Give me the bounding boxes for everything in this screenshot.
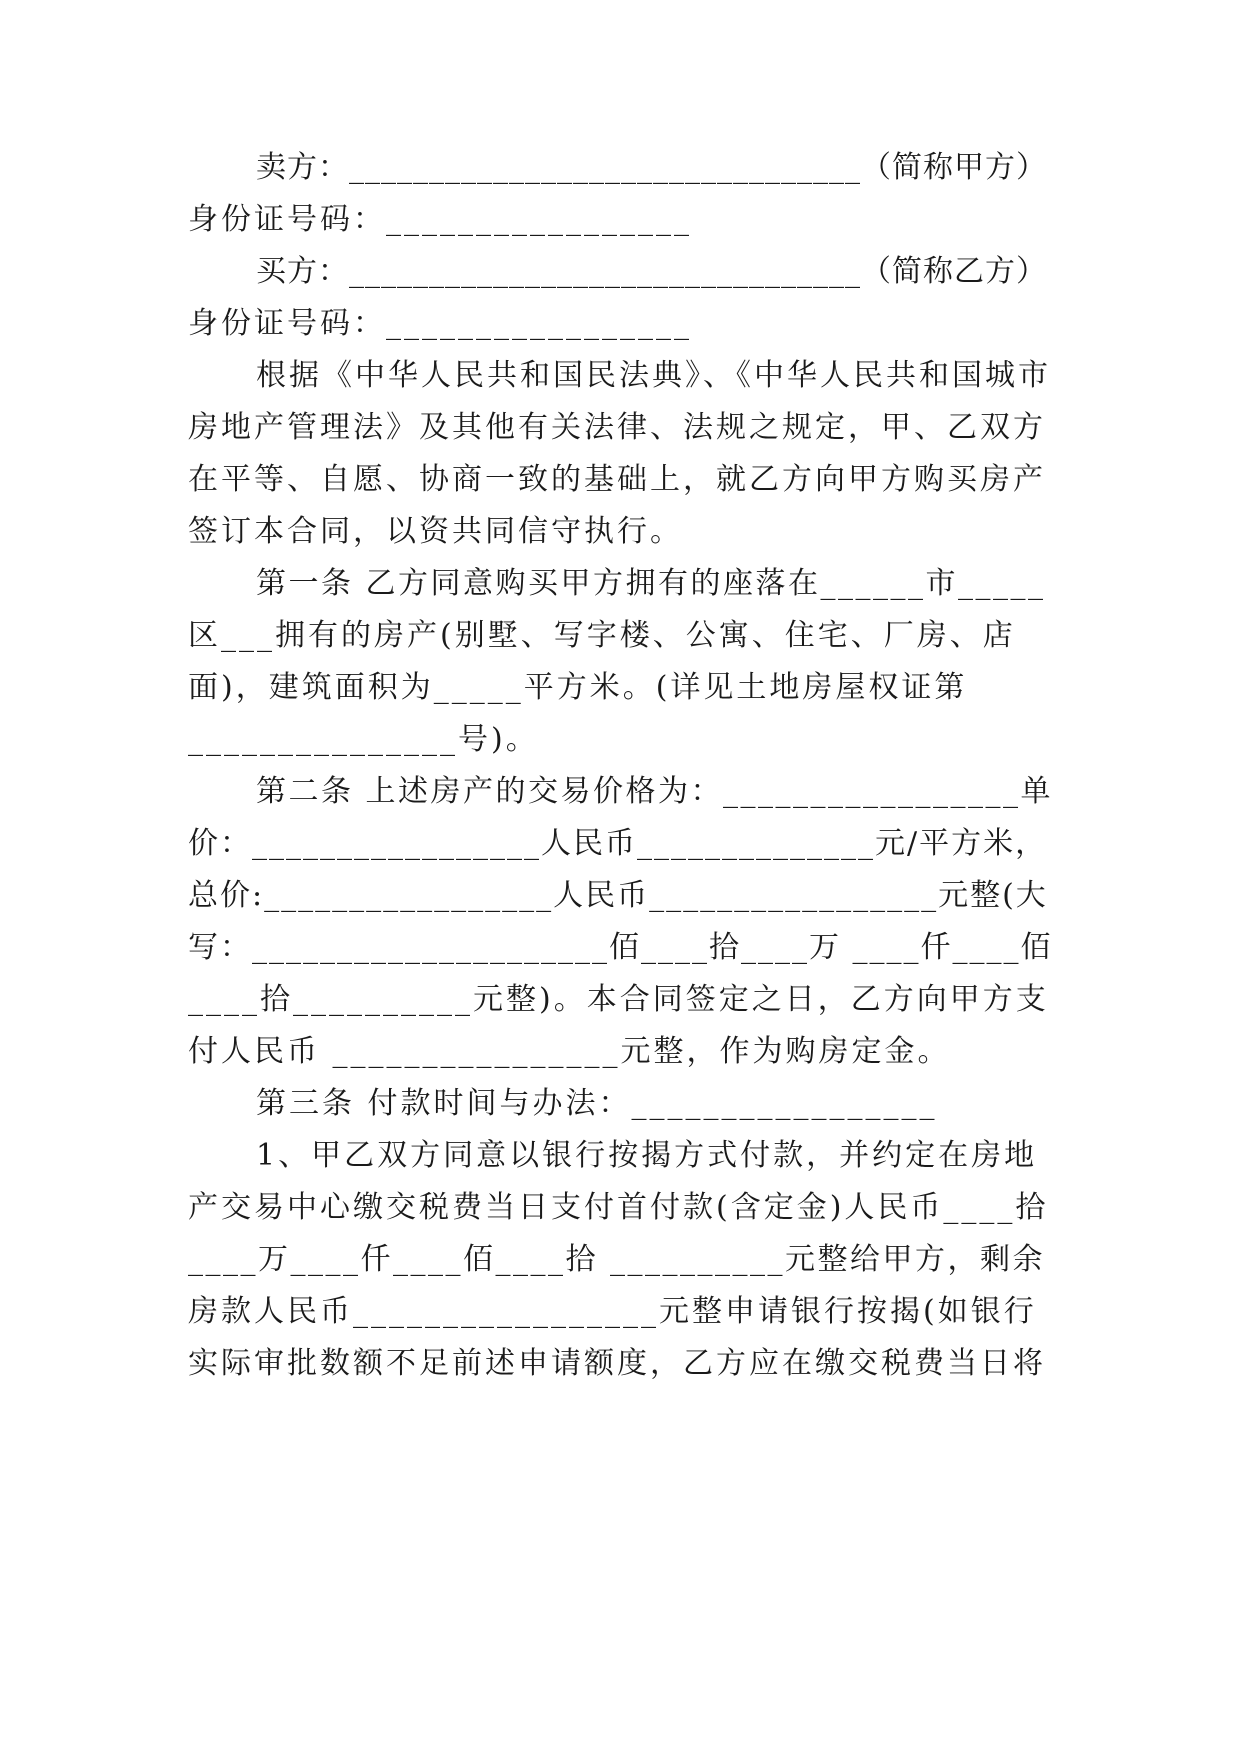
article-1-line-1: 第一条 乙方同意购买甲方拥有的座落在______市_____ xyxy=(256,566,1046,601)
article-2-line-6: 付人民币 ________________元整，作为购房定金。 xyxy=(188,1034,951,1069)
article-1-line-2: 区___拥有的房产(别墅、写字楼、公寓、住宅、厂房、店 xyxy=(188,618,1016,653)
preamble-line-1: 根据《中华人民共和国民法典》、《中华人民共和国城市 xyxy=(256,358,1051,393)
preamble-line-4: 签订本合同，以资共同信守执行。 xyxy=(188,514,683,549)
seller-id-line: 身份证号码：_________________ xyxy=(188,202,692,237)
article-3-item-1-line-5: 实际审批数额不足前述申请额度，乙方应在缴交税费当日将 xyxy=(188,1346,1046,1381)
buyer-line: 买方：________________________________（简称乙方） xyxy=(256,254,1047,289)
article-2-line-1: 第二条 上述房产的交易价格为：_________________单 xyxy=(256,774,1054,809)
article-1-line-3: 面)，建筑面积为_____平方米。(详见土地房屋权证第 xyxy=(188,670,968,705)
article-3-item-1-line-3: ____万____仟____佰____拾 __________元整给甲方，剩余 xyxy=(188,1242,1046,1277)
article-2-line-2: 价：_________________人民币______________元/平方米， xyxy=(188,826,1048,861)
article-1-line-4: _______________号)。 xyxy=(188,722,539,757)
article-2-line-5: ____拾__________元整)。本合同签定之日，乙方向甲方支 xyxy=(188,982,1049,1017)
article-3-heading: 第三条 付款时间与办法：_________________ xyxy=(256,1086,938,1121)
article-2-line-3: 总价:_________________人民币_________________元整(大 xyxy=(188,878,1048,913)
preamble-line-3: 在平等、自愿、协商一致的基础上，就乙方向甲方购买房产 xyxy=(188,462,1046,497)
article-2-line-4: 写：_____________________佰____拾____万 ____仟____佰 xyxy=(188,930,1053,965)
seller-line: 卖方：________________________________（简称甲方） xyxy=(256,150,1047,185)
buyer-id-line: 身份证号码：_________________ xyxy=(188,306,692,341)
preamble-line-2: 房地产管理法》及其他有关法律、法规之规定，甲、乙双方 xyxy=(188,410,1046,445)
article-3-item-1-line-1: 1、甲乙双方同意以银行按揭方式付款，并约定在房地 xyxy=(256,1138,1038,1173)
article-3-item-1-line-2: 产交易中心缴交税费当日支付首付款(含定金)人民币____拾 xyxy=(188,1190,1049,1225)
article-3-item-1-line-4: 房款人民币_________________元整申请银行按揭(如银行 xyxy=(188,1294,1037,1329)
